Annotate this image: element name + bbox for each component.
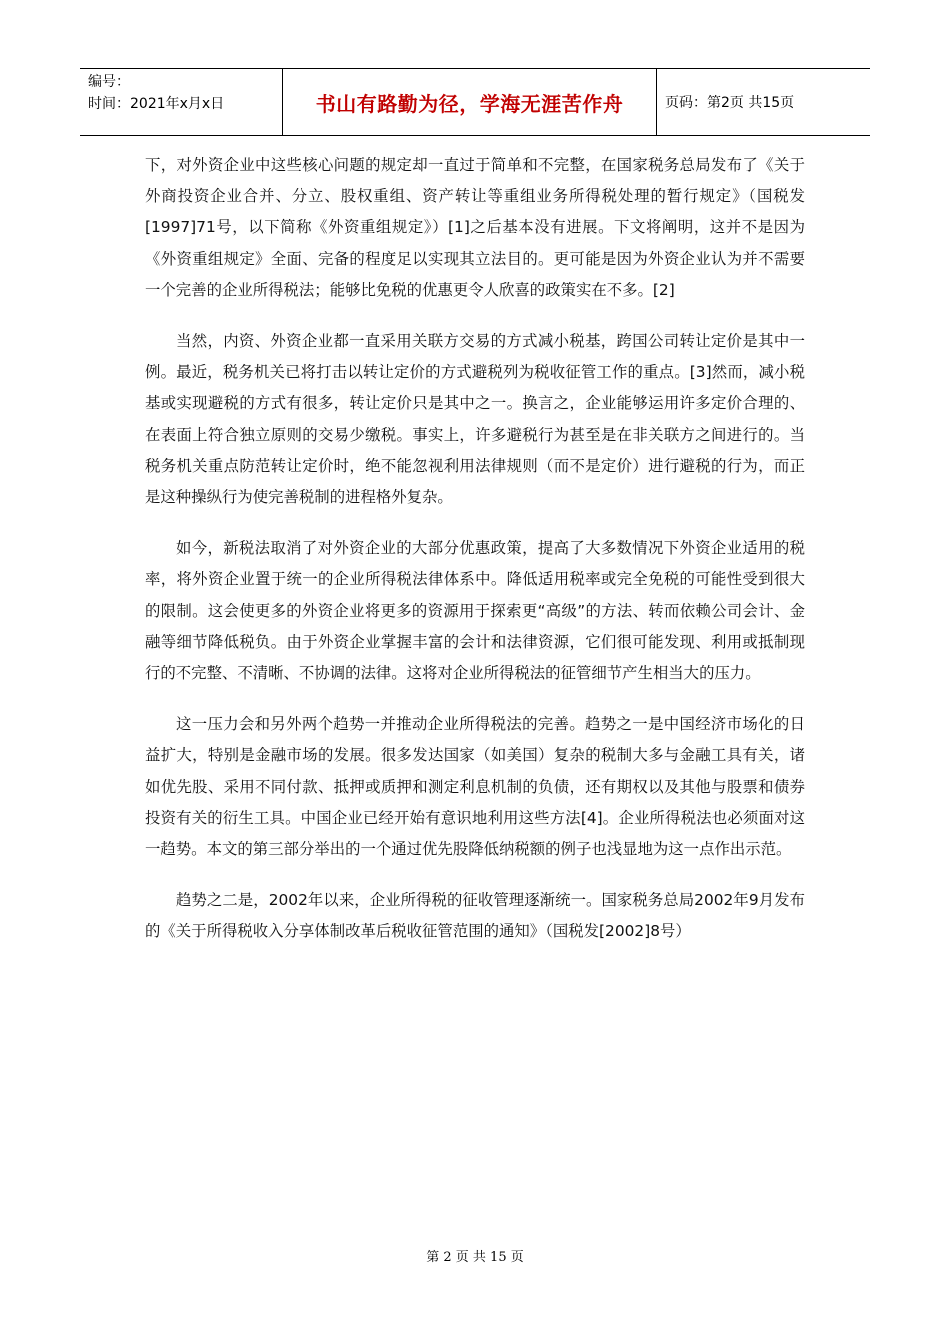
header-meta bbox=[80, 69, 282, 135]
page-header bbox=[80, 68, 870, 136]
paragraph-2: 当然，内资、外资企业都一直采用关联方交易的方式减小税基，跨国公司转让定价是其中一例。最近，税务机关已将打击以转让定价的方式避税列为税收征管工作的重点。[3]然而，减小税基或实现避税的方式有很多，转让定价只是其中之一。换言之，企业能够运用许多定价合理的、在表面上符合独立原则的交易少缴税。事实上，许多避税行为甚至是在非关联方之间进行的。当税务机关重点防范转让定价时，绝不能忽视利用法律规则（而不是定价）进行避税的行为，而正是这种操纵行为使完善税制的进程格外复杂。 bbox=[145, 332, 805, 507]
paragraph-5: 趋势之二是，2002年以来，企业所得税的征收管理逐渐统一。国家税务总局2002年9月发布的《关于所得税收入分享体制改革后税收征管范围的通知》（国税发[2002]8号） bbox=[145, 891, 805, 941]
header-page-number: 页码：第2页 共15页 bbox=[665, 95, 795, 111]
document-time-label: 时间：2021年x月x日 bbox=[88, 96, 225, 112]
document-body bbox=[145, 150, 805, 968]
paragraph-4: 这一压力会和另外两个趋势一并推动企业所得税法的完善。趋势之一是中国经济市场化的日益扩大，特别是金融市场的发展。很多发达国家（如美国）复杂的税制大多与金融工具有关，诸如优先股、采用不同付款、抵押或质押和测定利息机制的负债，还有期权以及其他与股票和债券投资有关的衍生工具。中国企业已经开始有意识地利用这些方法[4]。企业所得税法也必须面对这一趋势。本文的第三部分举出的一个通过优先股降低纳税额的例子也浅显地为这一点作出示范。 bbox=[145, 715, 805, 859]
page-footer: 第 2 页 共 15 页 bbox=[426, 1250, 524, 1265]
paragraph-3: 如今，新税法取消了对外资企业的大部分优惠政策，提高了大多数情况下外资企业适用的税率，将外资企业置于统一的企业所得税法律体系中。降低适用税率或完全免税的可能性受到很大的限制。这会使更多的外资企业将更多的资源用于探索更“高级”的方法、转而依赖公司会计、金融等细节降低税负。由于外资企业掌握丰富的会计和法律资源，它们很可能发现、利用或抵制现行的不完整、不清晰、不协调的法律。这将对企业所得税法的征管细节产生相当大的压力。 bbox=[145, 539, 805, 683]
paragraph-1: 下，对外资企业中这些核心问题的规定却一直过于简单和不完整，在国家税务总局发布了《关于外商投资企业合并、分立、股权重组、资产转让等重组业务所得税处理的暂行规定》（国税发[1997]71号，以下简称《外资重组规定》）[1]之后基本没有进展。下文将阐明，这并不是因为《外资重组规定》全面、完备的程度足以实现其立法目的。更可能是因为外资企业认为并不需要一个完善的企业所得税法；能够比免税的优惠更令人欣喜的政策实在不多。[2] bbox=[145, 156, 805, 299]
header-motto: 书山有路勤为径，学海无涯苦作舟 bbox=[282, 69, 657, 135]
document-number-label: 编号： bbox=[88, 74, 130, 90]
